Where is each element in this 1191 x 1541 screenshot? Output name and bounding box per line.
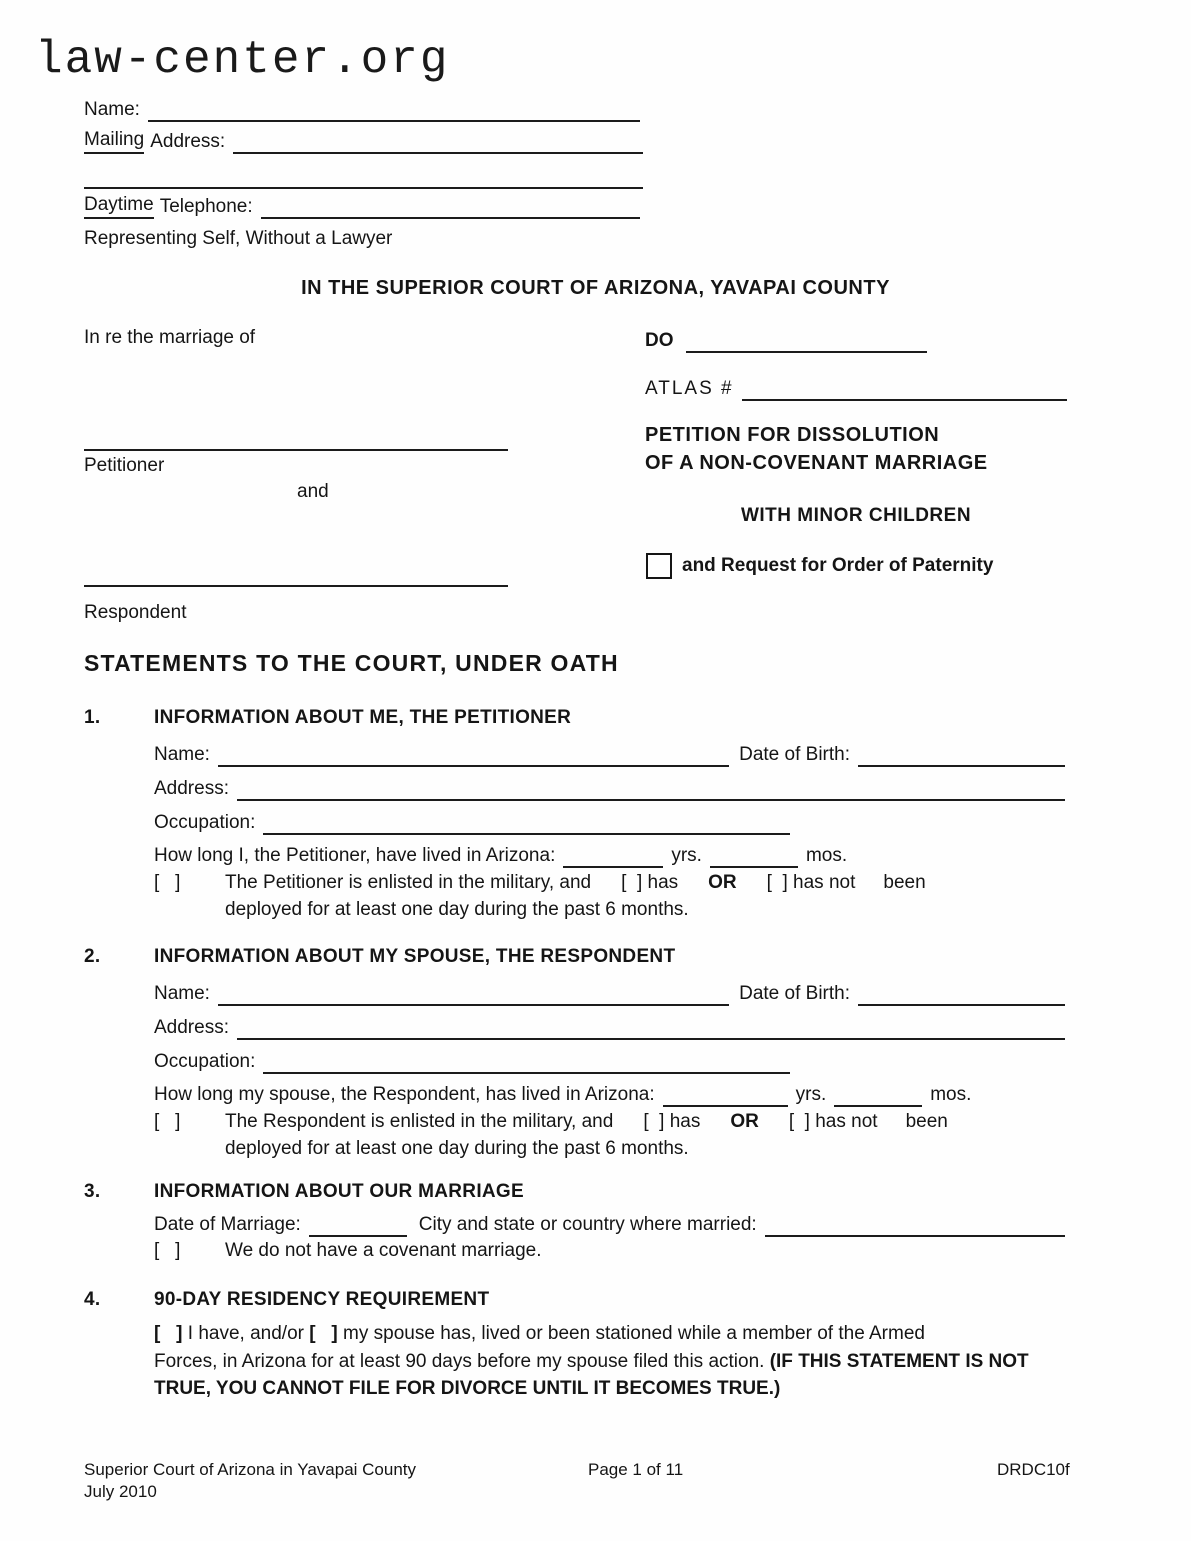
s2-residency-row: [154, 1082, 971, 1107]
footer-form-code: DRDC10f: [997, 1460, 1070, 1479]
paternity-request-label: and Request for Order of Paternity: [682, 555, 994, 576]
s1-name-row: [154, 742, 1065, 767]
s1-months-line[interactable]: [710, 866, 798, 868]
s3-covenant-row: [154, 1240, 542, 1262]
atlas-row: [645, 375, 1067, 401]
paternity-checkbox[interactable]: [646, 553, 672, 579]
s1-occupation-line[interactable]: [263, 833, 790, 835]
s4-spouse-checkbox[interactable]: [ ]: [309, 1323, 338, 1344]
s2-occupation-row: [154, 1049, 790, 1074]
s1-address-line[interactable]: [237, 799, 1065, 801]
s4-i-have-checkbox[interactable]: [ ]: [154, 1323, 183, 1344]
filer-name-row: [84, 98, 640, 122]
s4-text2b: Forces, in Arizona for at least 90 days before my spouse filed this action.: [154, 1350, 765, 1372]
petitioner-name-line[interactable]: [84, 426, 508, 451]
s2-name-row: [154, 981, 1065, 1006]
s2-name-label: Name:: [154, 983, 210, 1004]
s1-name-line[interactable]: [218, 765, 729, 767]
atlas-number-line[interactable]: [742, 399, 1067, 401]
case-number-row: [645, 327, 927, 353]
s2-years-line[interactable]: [663, 1105, 788, 1107]
section2-heading: INFORMATION ABOUT MY SPOUSE, THE RESPONDENT: [154, 946, 676, 967]
atlas-label: ATLAS #: [645, 378, 734, 399]
court-title: IN THE SUPERIOR COURT OF ARIZONA, YAVAPAI COUNTY: [301, 277, 890, 299]
mailing-word-underlined: Mailing: [84, 128, 144, 154]
s3-covenant-statement: We do not have a covenant marriage.: [225, 1240, 542, 1261]
filer-name-label: Name:: [84, 99, 140, 120]
s2-or-label: OR: [730, 1111, 759, 1132]
s4-warning-text: (IF THIS STATEMENT IS NOT TRUE, YOU CANNOT FILE FOR DIVORCE UNTIL IT BECOMES TRUE.): [154, 1350, 1029, 1399]
s2-military-checkbox[interactable]: [ ]: [154, 1111, 181, 1132]
footer-court-line: Superior Court of Arizona in Yavapai County: [84, 1460, 417, 1479]
statements-heading: STATEMENTS TO THE COURT, UNDER OATH: [84, 650, 619, 676]
s1-occupation-row: [154, 810, 790, 835]
s1-residency-row: [154, 843, 847, 868]
respondent-name-line[interactable]: [84, 562, 508, 587]
s1-military-checkbox[interactable]: [ ]: [154, 872, 181, 893]
mailing-address-line-2[interactable]: [84, 164, 643, 189]
section1-heading: INFORMATION ABOUT ME, THE PETITIONER: [154, 707, 572, 728]
s2-dob-label: Date of Birth:: [739, 983, 850, 1004]
in-re-text: In re the marriage of: [84, 327, 256, 348]
s3-date-label: Date of Marriage:: [154, 1214, 301, 1235]
s2-occupation-label: Occupation:: [154, 1051, 256, 1072]
s1-residency-question: How long I, the Petitioner, have lived in Arizona:: [154, 845, 556, 866]
s1-has-not-checkbox[interactable]: [ ] has not: [766, 872, 856, 893]
section4-number: 4.: [84, 1289, 101, 1310]
s2-residency-question: How long my spouse, the Respondent, has lived in Arizona:: [154, 1084, 655, 1105]
mailing-address-label: Address:: [150, 131, 226, 152]
s2-yrs-label: yrs.: [795, 1084, 827, 1105]
s1-military-line2: deployed for at least one day during the past 6 months.: [225, 899, 689, 920]
s3-marriage-row: [154, 1212, 1065, 1237]
s2-been-label: been: [905, 1111, 948, 1132]
s1-yrs-label: yrs.: [671, 845, 702, 866]
section3-number: 3.: [84, 1181, 101, 1202]
filer-name-line[interactable]: [148, 120, 640, 122]
paternity-request-row: [646, 553, 993, 579]
s1-address-label: Address:: [154, 778, 229, 799]
s1-occupation-label: Occupation:: [154, 812, 256, 833]
s2-months-line[interactable]: [834, 1105, 922, 1107]
s2-military-statement: The Respondent is enlisted in the military, and: [225, 1111, 614, 1132]
footer-left: [84, 1459, 416, 1503]
section2-number: 2.: [84, 946, 101, 967]
s2-name-line[interactable]: [218, 1004, 729, 1006]
s4-text2a: my spouse has, lived or been stationed while a member of the Armed: [343, 1323, 925, 1344]
section4-heading: 90-DAY RESIDENCY REQUIREMENT: [154, 1289, 490, 1310]
s2-military-row: [154, 1111, 948, 1133]
s2-has-not-checkbox[interactable]: [ ] has not: [788, 1111, 878, 1132]
footer-date-line: July 2010: [84, 1482, 157, 1501]
petition-title-line1: PETITION FOR DISSOLUTION: [645, 424, 940, 446]
s2-address-line[interactable]: [237, 1038, 1065, 1040]
mailing-address-row: [84, 130, 643, 154]
s3-covenant-checkbox[interactable]: [ ]: [154, 1240, 181, 1261]
s4-residency-paragraph: [154, 1320, 1084, 1403]
s3-city-label: City and state or country where married:: [418, 1214, 757, 1235]
s3-date-line[interactable]: [309, 1235, 407, 1237]
s1-been-label: been: [883, 872, 926, 893]
s2-occupation-line[interactable]: [263, 1072, 790, 1074]
s1-years-line[interactable]: [563, 866, 663, 868]
petition-title-line2: OF A NON-COVENANT MARRIAGE: [645, 452, 988, 474]
s1-or-label: OR: [708, 872, 737, 893]
s3-city-line[interactable]: [765, 1235, 1065, 1237]
s2-military-line2: deployed for at least one day during the past 6 months.: [225, 1138, 689, 1159]
mailing-address-line[interactable]: [233, 152, 643, 154]
case-number-line[interactable]: [686, 351, 928, 353]
daytime-telephone-label: Telephone:: [159, 196, 253, 217]
petition-title-line3: WITH MINOR CHILDREN: [740, 505, 972, 526]
s2-has-checkbox[interactable]: [ ] has: [643, 1111, 701, 1132]
s4-text1: I have, and/or: [187, 1323, 304, 1344]
representing-self-text: Representing Self, Without a Lawyer: [84, 228, 393, 249]
s1-military-row: [154, 872, 926, 894]
daytime-telephone-row: [84, 195, 640, 219]
s1-has-checkbox[interactable]: [ ] has: [621, 872, 679, 893]
daytime-telephone-line[interactable]: [261, 217, 640, 219]
s1-military-statement: The Petitioner is enlisted in the military, and: [225, 872, 592, 893]
case-do-label: DO: [645, 330, 674, 351]
s1-name-label: Name:: [154, 744, 210, 765]
daytime-word-underlined: Daytime: [84, 193, 154, 219]
section1-number: 1.: [84, 707, 101, 728]
s2-mos-label: mos.: [930, 1084, 972, 1105]
footer-page-info: Page 1 of 11: [588, 1460, 684, 1479]
site-logo: law-center.org: [35, 34, 450, 86]
respondent-label: Respondent: [84, 602, 187, 623]
petitioner-label: Petitioner: [84, 455, 165, 476]
s1-mos-label: mos.: [805, 845, 848, 866]
s2-address-label: Address:: [154, 1017, 229, 1038]
s1-dob-label: Date of Birth:: [739, 744, 850, 765]
s2-dob-line[interactable]: [858, 1004, 1065, 1006]
s2-address-row: [154, 1015, 1065, 1040]
section3-heading: INFORMATION ABOUT OUR MARRIAGE: [154, 1181, 524, 1202]
and-label: and: [297, 481, 329, 502]
s1-dob-line[interactable]: [858, 765, 1065, 767]
s1-address-row: [154, 776, 1065, 801]
